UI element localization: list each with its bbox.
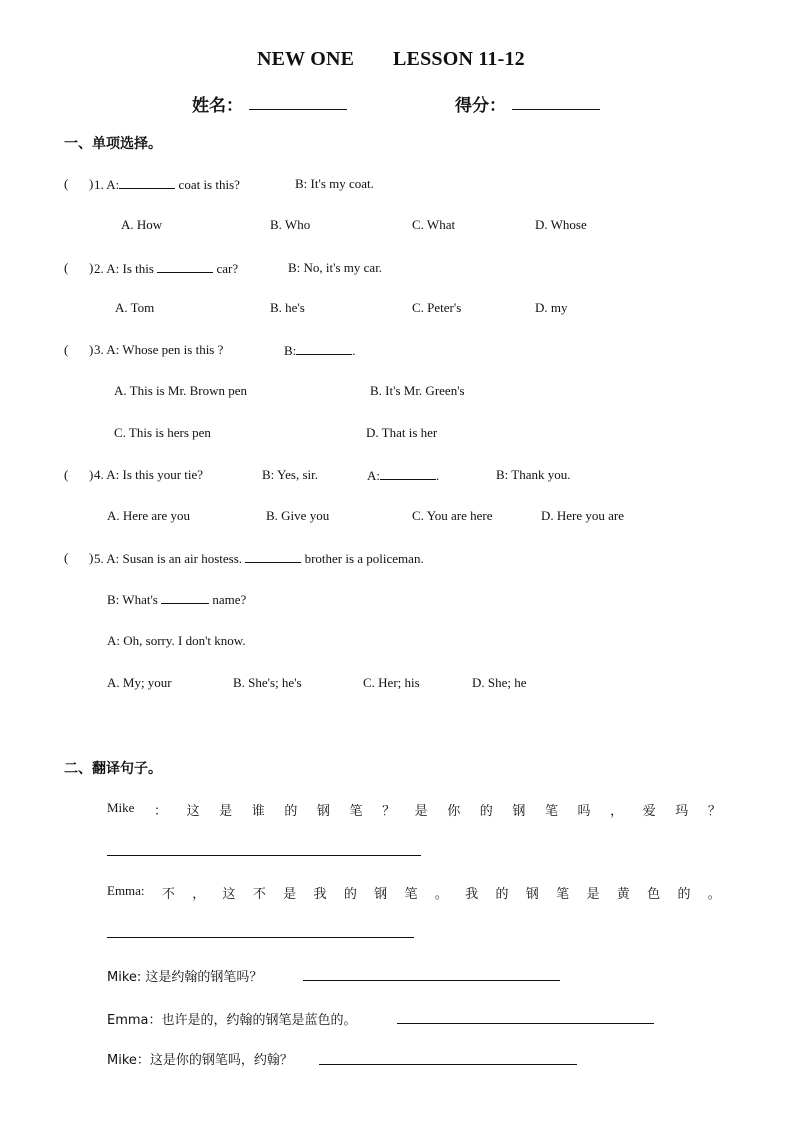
- q3-response-prefix: B:: [284, 343, 297, 358]
- q1-option-d[interactable]: D. Whose: [535, 217, 587, 232]
- line1-char: 钢: [316, 804, 330, 819]
- q2-option-a[interactable]: A. Tom: [115, 300, 155, 315]
- line1-char: 吗: [577, 804, 591, 819]
- q2-option-c[interactable]: C. Peter's: [412, 300, 462, 315]
- q1-option-b[interactable]: B. Who: [270, 217, 311, 232]
- line2-char: 。: [434, 887, 448, 902]
- q4-option-c[interactable]: C. You are here: [412, 508, 493, 523]
- q5-option-a[interactable]: A. My; your: [107, 675, 172, 690]
- line1-char: 的: [479, 804, 493, 819]
- score-blank[interactable]: [512, 109, 600, 110]
- translate-answer-line-1[interactable]: [107, 855, 421, 856]
- line1-char: ？: [707, 804, 721, 819]
- q4-reply: B: Thank you.: [496, 467, 571, 482]
- line2-speaker: Emma:: [107, 883, 145, 898]
- q1-option-c[interactable]: C. What: [412, 217, 456, 232]
- q2-option-d[interactable]: D. my: [535, 300, 568, 315]
- q4-option-b[interactable]: B. Give you: [266, 508, 330, 523]
- q1-response: B: It's my coat.: [295, 176, 374, 191]
- q2-answer-paren-open[interactable]: (: [64, 260, 69, 275]
- line1-speaker: Mike: [107, 800, 135, 815]
- translate-answer-line-4[interactable]: [397, 1023, 654, 1024]
- line2-char: 的: [677, 887, 691, 902]
- line2-char: 色: [647, 887, 661, 902]
- q4-blank[interactable]: [380, 467, 436, 480]
- q5-option-b[interactable]: B. She's; he's: [233, 675, 302, 690]
- q4-stem: 4. A: Is this your tie?: [94, 467, 204, 482]
- translate-answer-line-3[interactable]: [303, 980, 560, 981]
- q5-line-c: A: Oh, sorry. I don't know.: [107, 633, 246, 648]
- q2-stem-suffix: car?: [213, 261, 239, 276]
- title-left: NEW ONE: [257, 48, 355, 70]
- q3-option-d[interactable]: D. That is her: [366, 425, 438, 440]
- q3-option-a[interactable]: A. This is Mr. Brown pen: [114, 383, 248, 398]
- line2-char: 黄: [616, 887, 630, 902]
- q2-stem-prefix: 2. A: Is this: [94, 261, 158, 276]
- q5-blank-2[interactable]: [161, 591, 209, 604]
- translate-answer-line-5[interactable]: [319, 1064, 577, 1065]
- line2-char: 不: [252, 887, 266, 902]
- q1-stem: [94, 176, 240, 193]
- q3-response-suffix: .: [352, 343, 356, 358]
- line1-char: 是: [414, 804, 428, 819]
- q3-response: [284, 342, 356, 359]
- translate-line5: Mike：这是你的钢笔吗，约翰？: [107, 1053, 293, 1068]
- line1-char: 笔: [544, 804, 558, 819]
- translate-line3: Mike: 这是约翰的钢笔吗？: [107, 970, 263, 985]
- q2-option-b[interactable]: B. he's: [270, 300, 305, 315]
- q5-answer-paren-open[interactable]: (: [64, 550, 69, 565]
- line1-char: 爱: [642, 804, 656, 819]
- line2-char: 的: [495, 887, 509, 902]
- q1-answer-paren-open[interactable]: (: [64, 176, 69, 191]
- line2-char: 笔: [404, 887, 418, 902]
- q1-answer-paren-close: ): [89, 176, 94, 191]
- line1-char: 是: [219, 804, 233, 819]
- line1-char: 你: [447, 804, 461, 819]
- line1-char: 钢: [512, 804, 526, 819]
- line2-char: 是: [283, 887, 297, 902]
- line1-char: ，: [610, 804, 624, 819]
- q3-answer-paren-open[interactable]: (: [64, 342, 69, 357]
- line2-char: ，: [192, 887, 206, 902]
- q1-stem-suffix: coat is this?: [175, 177, 240, 192]
- q5-blank-1[interactable]: [245, 550, 301, 563]
- q3-stem: 3. A: Whose pen is this ?: [94, 342, 224, 357]
- translate-line1: [107, 800, 721, 819]
- q4-option-a[interactable]: A. Here are you: [107, 508, 191, 523]
- line1-char: 谁: [251, 804, 265, 819]
- name-blank[interactable]: [249, 109, 347, 110]
- q5-option-d[interactable]: D. She; he: [472, 675, 527, 690]
- q4-followup: [367, 467, 439, 484]
- line1-char: ：: [154, 804, 168, 819]
- section1-heading: 一、单项选择。: [64, 136, 162, 152]
- q1-option-a[interactable]: A. How: [121, 217, 163, 232]
- line2-char: 是: [586, 887, 600, 902]
- q5-option-c[interactable]: C. Her; his: [363, 675, 420, 690]
- q4-followup-suffix: .: [436, 468, 440, 483]
- line2-char: 不: [161, 887, 175, 902]
- line2-char: 钢: [525, 887, 539, 902]
- line2-char: 笔: [556, 887, 570, 902]
- q2-response: B: No, it's my car.: [288, 260, 383, 275]
- translate-line4: Emma：也许是的，约翰的钢笔是蓝色的。: [107, 1013, 357, 1028]
- line1-char: ？: [382, 804, 396, 819]
- translate-line2: [107, 883, 721, 902]
- line2-char: 钢: [374, 887, 388, 902]
- section2-heading: 二、翻译句子。: [64, 761, 162, 777]
- name-label: 姓名：: [192, 96, 243, 116]
- q4-answer-paren-close: ): [89, 467, 94, 482]
- q4-answer-paren-open[interactable]: (: [64, 467, 69, 482]
- q1-blank[interactable]: [119, 176, 175, 189]
- line2-char: 的: [343, 887, 357, 902]
- line2-char: 我: [313, 887, 327, 902]
- score-label: 得分：: [455, 96, 506, 116]
- q4-followup-prefix: A:: [367, 468, 380, 483]
- line1-char: 的: [284, 804, 298, 819]
- title-right: LESSON 11-12: [393, 48, 525, 70]
- q4-response: B: Yes, sir.: [262, 467, 318, 482]
- q5-stem-prefix: 5. A: Susan is an air hostess.: [94, 551, 246, 566]
- q5-line-b-suffix: name?: [209, 592, 247, 607]
- line2-char: 我: [465, 887, 479, 902]
- q5-line-b: [107, 591, 246, 608]
- translate-answer-line-2[interactable]: [107, 937, 414, 938]
- q1-stem-prefix: 1. A:: [94, 177, 120, 192]
- q3-option-c[interactable]: C. This is hers pen: [114, 425, 211, 440]
- line1-char: 玛: [675, 804, 689, 819]
- q5-answer-paren-close: ): [89, 550, 94, 565]
- q2-answer-paren-close: ): [89, 260, 94, 275]
- q3-answer-paren-close: ): [89, 342, 94, 357]
- q3-option-b[interactable]: B. It's Mr. Green's: [370, 383, 465, 398]
- q5-stem: [94, 550, 424, 567]
- q4-option-d[interactable]: D. Here you are: [541, 508, 625, 523]
- q2-blank[interactable]: [157, 260, 213, 273]
- line1-char: 这: [186, 804, 200, 819]
- q3-blank[interactable]: [296, 342, 352, 355]
- line2-char: 这: [222, 887, 236, 902]
- line1-char: 笔: [349, 804, 363, 819]
- q5-line-b-prefix: B: What's: [107, 592, 162, 607]
- q5-stem-suffix: brother is a policeman.: [301, 551, 424, 566]
- line2-char: 。: [707, 887, 721, 902]
- q2-stem: [94, 260, 238, 277]
